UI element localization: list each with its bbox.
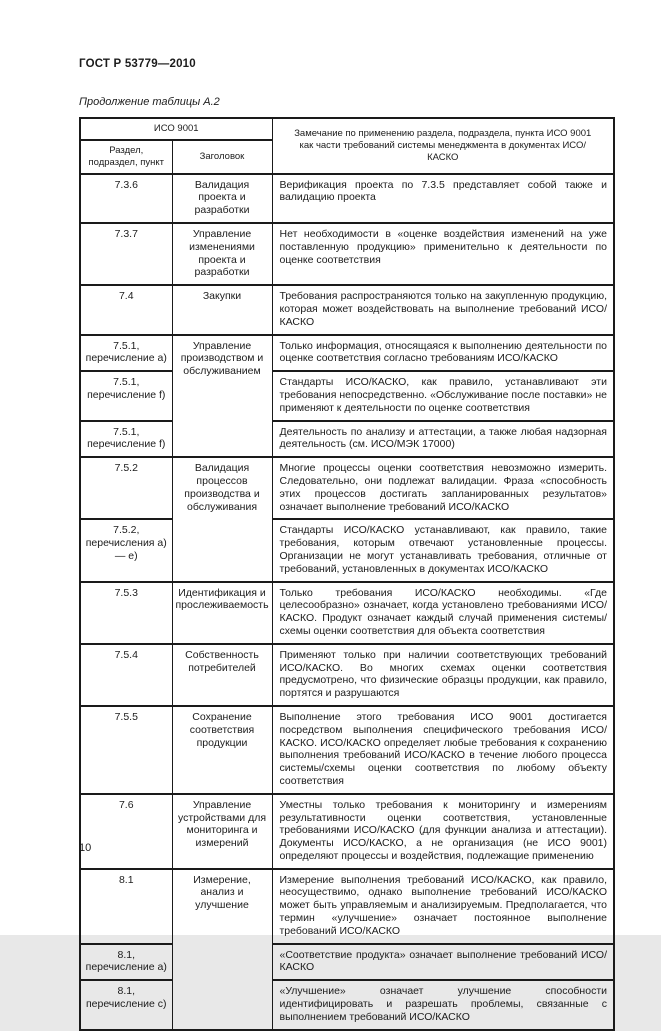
- remark-cell: Стандарты ИСО/КАСКО устанавливают, как правило, такие требования, которым отвечают установленные процессы. Организации не могут устанавливать требования, отличные от требований, установленных в документах ИСО/КАСКО: [272, 519, 614, 581]
- table-row: [80, 421, 614, 458]
- remark-cell: Только требования ИСО/КАСКО необходимы. «Где целесообразно» означает, когда установлено требованиями ИСО/КАСКО. Продукт означает каждый случай применения системы/схемы оценки соответствия для объекта соответствия: [272, 582, 614, 644]
- remark-cell: Применяют только при наличии соответствующих требований ИСО/КАСКО. Во многих схемах оценки соответствия предусмотрено, что физические образцы продукции, как правило, портятся и разрушаются: [272, 644, 614, 706]
- table-row: [80, 644, 614, 706]
- section-cell: 8.1, перечисление с): [80, 980, 172, 1029]
- table-row: [80, 174, 614, 223]
- table-header: [80, 118, 614, 174]
- section-cell: 7.5.5: [80, 706, 172, 794]
- table-row: [80, 706, 614, 794]
- section-cell: 7.5.2, перечисления а) — е): [80, 519, 172, 581]
- remark-cell: Выполнение этого требования ИСО 9001 достигается посредством выполнения специфического требования ИСО/КАСКО. ИСО/КАСКО определяет любые требования к сохранению выполнения требований ИСО/КАСКО в течение любого процесса системы/схемы оценки соответствия по любому объекту соответствия: [272, 706, 614, 794]
- remark-cell: Верификация проекта по 7.3.5 представляет собой также и валидацию проекта: [272, 174, 614, 223]
- heading-cell: Измерение, анализ и улучшение: [172, 869, 272, 1030]
- section-cell: 8.1, перечисление а): [80, 944, 172, 981]
- section-cell: 7.5.2: [80, 457, 172, 519]
- heading-cell: Идентификация и прослеживаемость: [172, 582, 272, 644]
- table-row: [80, 519, 614, 581]
- remark-cell: Нет необходимости в «оценке воздействия изменений на уже поставленную продукцию» применительно к деятельности по оценке соответствия: [272, 223, 614, 285]
- section-cell: 7.5.1, перечисление f): [80, 421, 172, 458]
- section-cell: 7.5.4: [80, 644, 172, 706]
- remark-cell: Измерение выполнения требований ИСО/КАСКО, как правило, неосуществимо, однако выполнение требований ИСО/КАСКО может быть управляемым и анализируемым. Предполагается, что термин «улучшение» означает постоянное выполнение требований ИСО/КАСКО: [272, 869, 614, 944]
- table-row: [80, 223, 614, 285]
- remark-cell: Требования распространяются только на закупленную продукцию, которая может воздействовать на выполнение требований ИСО/КАСКО: [272, 285, 614, 334]
- header-remark: Замечание по применению раздела, подраздела, пункта ИСО 9001 как части требований системы менеджмента в документах ИСО/КАСКО: [272, 118, 614, 174]
- heading-cell: Управление устройствами для мониторинга и измерений: [172, 794, 272, 869]
- doc-title: ГОСТ Р 53779—2010: [79, 58, 196, 70]
- table-row: [80, 371, 614, 420]
- header-section: Раздел, подраздел, пункт: [80, 140, 172, 174]
- remark-cell: Стандарты ИСО/КАСКО, как правило, устанавливают эти требования непосредственно. «Обслуживание после поставки» не применяют к деятельности по оценке соответствия: [272, 371, 614, 420]
- heading-cell: Собственность потребителей: [172, 644, 272, 706]
- remark-cell: Уместны только требования к мониторингу и измерениям результативности оценки соответствия, установленные требованиями ИСО/КАСКО (для функции анализа и аттестации). Документы ИСО/КАСКО, а не организация (не ИСО 9001) определяют процессы и воздействия, подлежащие применению: [272, 794, 614, 869]
- remark-cell: «Улучшение» означает улучшение способности идентифицировать и разрешать проблемы, связанные с выполнением требований ИСО/КАСКО: [272, 980, 614, 1029]
- page-content: [79, 58, 613, 1031]
- section-cell: 7.5.1, перечисление f): [80, 371, 172, 420]
- section-cell: 7.5.3: [80, 582, 172, 644]
- table-row: [80, 944, 614, 981]
- remark-cell: Деятельность по анализу и аттестации, а также любая надзорная деятельность (см. ИСО/МЭК 17000): [272, 421, 614, 458]
- heading-cell: Валидация проекта и разработки: [172, 174, 272, 223]
- table-row: [80, 457, 614, 519]
- remark-cell: Многие процессы оценки соответствия невозможно измерить. Следовательно, они подлежат валидации. Фраза «способность этих процессов достигать запланированных результатов» означает выполнение требований ИСО/КАСКО: [272, 457, 614, 519]
- section-cell: 7.5.1, перечисление а): [80, 335, 172, 372]
- heading-cell: Закупки: [172, 285, 272, 334]
- section-cell: 8.1: [80, 869, 172, 944]
- section-cell: 7.3.7: [80, 223, 172, 285]
- section-cell: 7.4: [80, 285, 172, 334]
- table-row: [80, 285, 614, 334]
- table-row: [80, 869, 614, 944]
- section-cell: 7.6: [80, 794, 172, 869]
- table-caption: Продолжение таблицы А.2: [79, 96, 220, 108]
- table-row: [80, 582, 614, 644]
- heading-cell: Управление производством и обслуживанием: [172, 335, 272, 458]
- header-group-iso9001: ИСО 9001: [80, 118, 272, 140]
- table-row: [80, 794, 614, 869]
- heading-cell: Сохранение соответствия продукции: [172, 706, 272, 794]
- iso-requirements-table: [79, 117, 615, 1031]
- table-row: [80, 335, 614, 372]
- table-body: [80, 174, 614, 1030]
- heading-cell: Валидация процессов производства и обслуживания: [172, 457, 272, 581]
- section-cell: 7.3.6: [80, 174, 172, 223]
- page-number: 10: [79, 842, 92, 854]
- heading-cell: Управление изменениями проекта и разработки: [172, 223, 272, 285]
- header-heading: Заголовок: [172, 140, 272, 174]
- remark-cell: Только информация, относящаяся к выполнению деятельности по оценке соответствия согласно требованиям ИСО/КАСКО: [272, 335, 614, 372]
- table-row: [80, 980, 614, 1029]
- remark-cell: «Соответствие продукта» означает выполнение требований ИСО/КАСКО: [272, 944, 614, 981]
